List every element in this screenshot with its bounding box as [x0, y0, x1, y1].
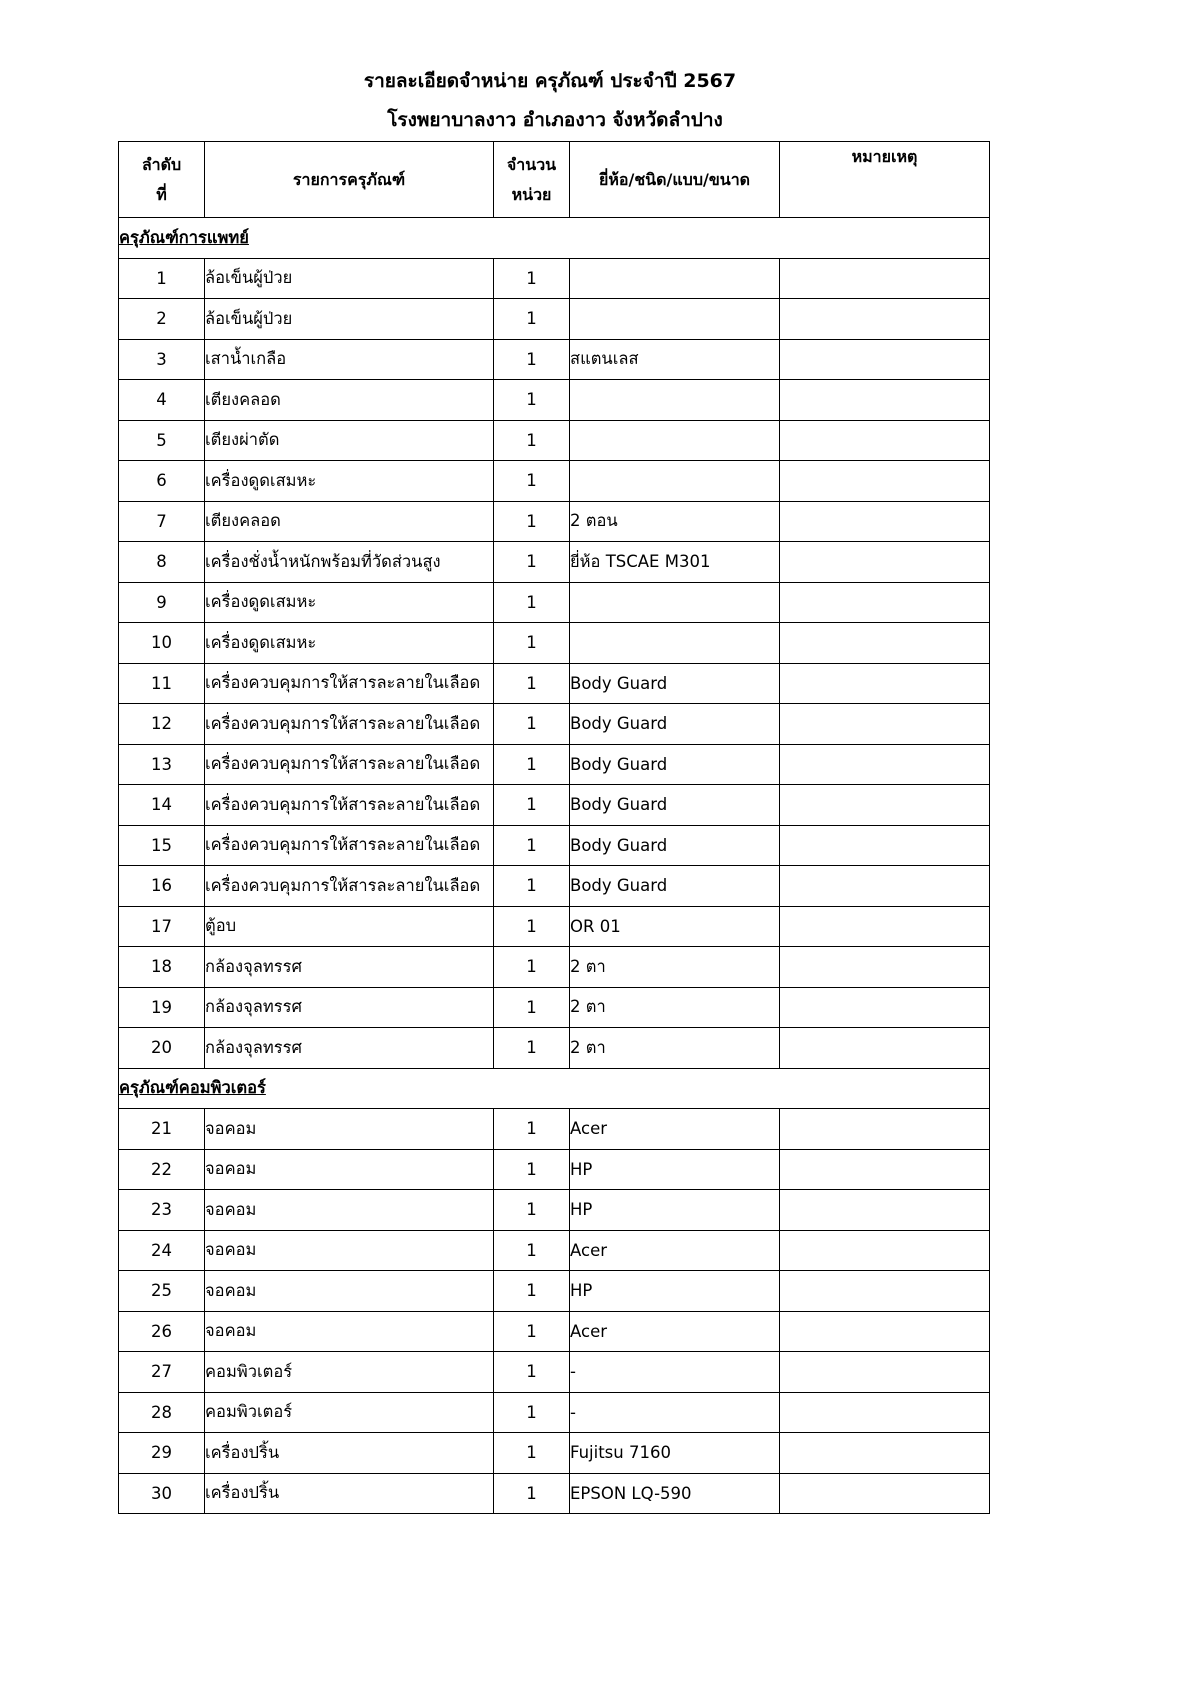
cell-remarks — [780, 420, 990, 461]
cell-remarks — [780, 258, 990, 299]
cell-item: คอมพิวเตอร์ — [205, 1392, 494, 1433]
header-remarks: หมายเหตุ — [780, 142, 990, 218]
table-row — [119, 1190, 990, 1231]
cell-quantity: 1 — [494, 1271, 570, 1312]
cell-sequence: 30 — [119, 1473, 205, 1514]
cell-brand — [570, 461, 780, 502]
cell-quantity: 1 — [494, 623, 570, 664]
header-quantity-line1: จำนวน — [506, 154, 557, 174]
table-row — [119, 906, 990, 947]
cell-sequence: 2 — [119, 299, 205, 340]
cell-remarks — [780, 744, 990, 785]
cell-brand — [570, 582, 780, 623]
cell-item: จอคอม — [205, 1271, 494, 1312]
cell-item: เครื่องควบคุมการให้สารละลายในเลือด — [205, 744, 494, 785]
table-row — [119, 1311, 990, 1352]
table-row — [119, 1271, 990, 1312]
cell-item: กล้องจุลทรรศ — [205, 987, 494, 1028]
cell-sequence: 4 — [119, 380, 205, 421]
cell-item: เครื่องควบคุมการให้สารละลายในเลือด — [205, 825, 494, 866]
cell-brand: OR 01 — [570, 906, 780, 947]
cell-item: เครื่องควบคุมการให้สารละลายในเลือด — [205, 866, 494, 907]
header-sequence-line1: ลำดับ — [141, 154, 182, 174]
cell-sequence: 11 — [119, 663, 205, 704]
cell-quantity: 1 — [494, 1311, 570, 1352]
cell-sequence: 15 — [119, 825, 205, 866]
table-row — [119, 339, 990, 380]
cell-item: ล้อเข็นผู้ป่วย — [205, 299, 494, 340]
cell-remarks — [780, 987, 990, 1028]
cell-brand: Body Guard — [570, 866, 780, 907]
cell-quantity: 1 — [494, 1352, 570, 1393]
cell-item: จอคอม — [205, 1190, 494, 1231]
cell-item: เครื่องควบคุมการให้สารละลายในเลือด — [205, 785, 494, 826]
cell-sequence: 27 — [119, 1352, 205, 1393]
document-title: รายละเอียดจำหน่าย ครุภัณฑ์ ประจำปี 2567 — [363, 70, 737, 92]
cell-remarks — [780, 461, 990, 502]
table-row — [119, 663, 990, 704]
cell-quantity: 1 — [494, 744, 570, 785]
cell-sequence: 12 — [119, 704, 205, 745]
cell-quantity: 1 — [494, 785, 570, 826]
cell-item: จอคอม — [205, 1109, 494, 1150]
cell-quantity: 1 — [494, 866, 570, 907]
table-row — [119, 501, 990, 542]
cell-remarks — [780, 1473, 990, 1514]
cell-sequence: 19 — [119, 987, 205, 1028]
cell-remarks — [780, 947, 990, 988]
table-row — [119, 1028, 990, 1069]
cell-brand: - — [570, 1352, 780, 1393]
table-row — [119, 947, 990, 988]
cell-remarks — [780, 542, 990, 583]
table-header-row — [119, 142, 990, 218]
cell-brand — [570, 420, 780, 461]
cell-quantity: 1 — [494, 1392, 570, 1433]
table-row — [119, 258, 990, 299]
table-row — [119, 299, 990, 340]
header-quantity — [494, 142, 570, 218]
cell-quantity: 1 — [494, 1190, 570, 1231]
header-item: รายการครุภัณฑ์ — [205, 142, 494, 218]
cell-remarks — [780, 339, 990, 380]
table-body — [119, 218, 990, 1514]
cell-quantity: 1 — [494, 299, 570, 340]
cell-item: ล้อเข็นผู้ป่วย — [205, 258, 494, 299]
cell-brand: - — [570, 1392, 780, 1433]
table-row — [119, 1109, 990, 1150]
cell-item: เสาน้ำเกลือ — [205, 339, 494, 380]
cell-remarks — [780, 1190, 990, 1231]
cell-item: กล้องจุลทรรศ — [205, 947, 494, 988]
cell-sequence: 24 — [119, 1230, 205, 1271]
cell-quantity: 1 — [494, 380, 570, 421]
cell-brand: 2 ตา — [570, 987, 780, 1028]
table-row — [119, 866, 990, 907]
table-row — [119, 380, 990, 421]
cell-item: เครื่องดูดเสมหะ — [205, 623, 494, 664]
table-row — [119, 461, 990, 502]
header-quantity-line2: หน่วย — [511, 184, 552, 204]
cell-item: เครื่องควบคุมการให้สารละลายในเลือด — [205, 704, 494, 745]
cell-item: เตียงคลอด — [205, 380, 494, 421]
table-row — [119, 785, 990, 826]
cell-quantity: 1 — [494, 1230, 570, 1271]
section-row — [119, 218, 990, 259]
section-row — [119, 1068, 990, 1109]
cell-remarks — [780, 663, 990, 704]
cell-remarks — [780, 785, 990, 826]
cell-sequence: 16 — [119, 866, 205, 907]
cell-brand: HP — [570, 1149, 780, 1190]
cell-quantity: 1 — [494, 258, 570, 299]
cell-brand: HP — [570, 1190, 780, 1231]
table-row — [119, 1230, 990, 1271]
cell-item: ตู้อบ — [205, 906, 494, 947]
cell-brand: Acer — [570, 1230, 780, 1271]
cell-sequence: 5 — [119, 420, 205, 461]
cell-item: เครื่องชั่งน้ำหนักพร้อมที่วัดส่วนสูง — [205, 542, 494, 583]
cell-quantity: 1 — [494, 501, 570, 542]
cell-remarks — [780, 1028, 990, 1069]
cell-sequence: 8 — [119, 542, 205, 583]
table-row — [119, 744, 990, 785]
cell-brand: Body Guard — [570, 825, 780, 866]
cell-brand: Body Guard — [570, 663, 780, 704]
cell-sequence: 21 — [119, 1109, 205, 1150]
cell-brand: 2 ตอน — [570, 501, 780, 542]
table-row — [119, 704, 990, 745]
cell-quantity: 1 — [494, 1028, 570, 1069]
table-row — [119, 1473, 990, 1514]
asset-disposal-table — [118, 141, 990, 1514]
cell-sequence: 6 — [119, 461, 205, 502]
cell-sequence: 7 — [119, 501, 205, 542]
cell-item: เครื่องควบคุมการให้สารละลายในเลือด — [205, 663, 494, 704]
cell-sequence: 29 — [119, 1433, 205, 1474]
cell-sequence: 9 — [119, 582, 205, 623]
cell-sequence: 23 — [119, 1190, 205, 1231]
cell-sequence: 18 — [119, 947, 205, 988]
cell-sequence: 3 — [119, 339, 205, 380]
cell-brand: HP — [570, 1271, 780, 1312]
cell-quantity: 1 — [494, 987, 570, 1028]
cell-brand: Body Guard — [570, 785, 780, 826]
cell-brand: EPSON LQ-590 — [570, 1473, 780, 1514]
cell-brand — [570, 258, 780, 299]
cell-remarks — [780, 299, 990, 340]
header-brand: ยี่ห้อ/ชนิด/แบบ/ขนาด — [570, 142, 780, 218]
cell-remarks — [780, 1271, 990, 1312]
cell-sequence: 28 — [119, 1392, 205, 1433]
table-row — [119, 1433, 990, 1474]
cell-remarks — [780, 1311, 990, 1352]
cell-remarks — [780, 1392, 990, 1433]
table-row — [119, 542, 990, 583]
cell-quantity: 1 — [494, 420, 570, 461]
cell-remarks — [780, 704, 990, 745]
cell-quantity: 1 — [494, 825, 570, 866]
cell-quantity: 1 — [494, 1473, 570, 1514]
cell-brand: Fujitsu 7160 — [570, 1433, 780, 1474]
cell-item: เครื่องปริ้น — [205, 1473, 494, 1514]
cell-sequence: 25 — [119, 1271, 205, 1312]
table-row — [119, 582, 990, 623]
cell-brand: สแตนเลส — [570, 339, 780, 380]
cell-sequence: 20 — [119, 1028, 205, 1069]
cell-remarks — [780, 501, 990, 542]
cell-quantity: 1 — [494, 461, 570, 502]
cell-sequence: 22 — [119, 1149, 205, 1190]
table-row — [119, 1149, 990, 1190]
cell-item: จอคอม — [205, 1149, 494, 1190]
cell-remarks — [780, 1109, 990, 1150]
cell-quantity: 1 — [494, 542, 570, 583]
table-row — [119, 623, 990, 664]
cell-brand: 2 ตา — [570, 947, 780, 988]
cell-brand — [570, 623, 780, 664]
cell-remarks — [780, 1230, 990, 1271]
cell-sequence: 13 — [119, 744, 205, 785]
cell-quantity: 1 — [494, 663, 570, 704]
cell-item: เครื่องดูดเสมหะ — [205, 461, 494, 502]
table-row — [119, 1352, 990, 1393]
table-row — [119, 420, 990, 461]
cell-remarks — [780, 866, 990, 907]
header-sequence-line2: ที่ — [156, 184, 167, 204]
cell-quantity: 1 — [494, 1149, 570, 1190]
cell-remarks — [780, 582, 990, 623]
document-subtitle: โรงพยาบาลงาว อำเภองาว จังหวัดลำปาง — [387, 109, 723, 131]
cell-quantity: 1 — [494, 339, 570, 380]
section-title: ครุภัณฑ์คอมพิวเตอร์ — [119, 1068, 990, 1109]
cell-quantity: 1 — [494, 906, 570, 947]
cell-sequence: 1 — [119, 258, 205, 299]
cell-item: กล้องจุลทรรศ — [205, 1028, 494, 1069]
cell-sequence: 14 — [119, 785, 205, 826]
cell-remarks — [780, 1433, 990, 1474]
section-title: ครุภัณฑ์การแพทย์ — [119, 218, 990, 259]
table-row — [119, 825, 990, 866]
table-row — [119, 1392, 990, 1433]
cell-item: เครื่องดูดเสมหะ — [205, 582, 494, 623]
cell-brand: Acer — [570, 1311, 780, 1352]
cell-brand — [570, 380, 780, 421]
cell-brand: ยี่ห้อ TSCAE M301 — [570, 542, 780, 583]
cell-quantity: 1 — [494, 1433, 570, 1474]
cell-brand: Acer — [570, 1109, 780, 1150]
header-sequence — [119, 142, 205, 218]
cell-brand — [570, 299, 780, 340]
cell-item: เครื่องปริ้น — [205, 1433, 494, 1474]
cell-quantity: 1 — [494, 947, 570, 988]
cell-brand: Body Guard — [570, 744, 780, 785]
cell-quantity: 1 — [494, 1109, 570, 1150]
cell-item: เตียงผ่าตัด — [205, 420, 494, 461]
cell-brand: 2 ตา — [570, 1028, 780, 1069]
cell-sequence: 17 — [119, 906, 205, 947]
cell-brand: Body Guard — [570, 704, 780, 745]
cell-sequence: 26 — [119, 1311, 205, 1352]
table-row — [119, 987, 990, 1028]
cell-item: จอคอม — [205, 1311, 494, 1352]
cell-remarks — [780, 380, 990, 421]
cell-item: เตียงคลอด — [205, 501, 494, 542]
cell-remarks — [780, 623, 990, 664]
cell-item: จอคอม — [205, 1230, 494, 1271]
cell-quantity: 1 — [494, 704, 570, 745]
cell-sequence: 10 — [119, 623, 205, 664]
cell-item: คอมพิวเตอร์ — [205, 1352, 494, 1393]
cell-remarks — [780, 1352, 990, 1393]
cell-remarks — [780, 906, 990, 947]
cell-remarks — [780, 825, 990, 866]
cell-remarks — [780, 1149, 990, 1190]
cell-quantity: 1 — [494, 582, 570, 623]
